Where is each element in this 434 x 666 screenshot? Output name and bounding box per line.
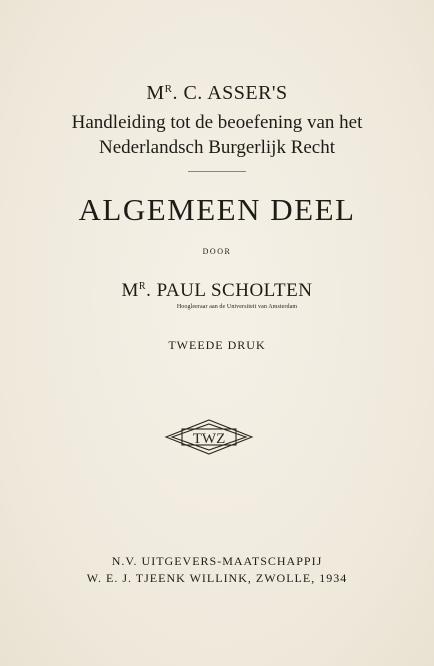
editor-name-text: . PAUL SCHOLTEN: [146, 280, 313, 301]
subtitle-line-1: Handleiding tot de beoefening van het: [71, 112, 363, 133]
editor-prefix: M: [121, 280, 139, 301]
edition-label: TWEEDE DRUK: [168, 338, 266, 352]
svg-text:TWZ: TWZ: [192, 431, 226, 447]
monogram-letters: [193, 431, 225, 447]
author-heading: [0, 82, 434, 105]
publisher-line-1: N.V. UITGEVERS-MAATSCHAPPIJ: [111, 554, 323, 568]
editor-role: Hoogleeraar aan de Universiteit van Amsterdam: [176, 304, 298, 310]
publisher-line-2: W. E. J. TJEENK WILLINK, ZWOLLE, 1934: [86, 571, 348, 585]
editor-prefix-superscript: R: [138, 281, 147, 292]
by-label: DOOR: [202, 247, 232, 256]
publisher-monogram-icon: [164, 418, 254, 456]
subtitle-line-2: Nederlandsch Burgerlijk Recht: [98, 137, 336, 158]
main-title: ALGEMEEN DEEL: [78, 192, 356, 227]
author-prefix-superscript: R: [164, 83, 173, 95]
author-prefix: M: [146, 82, 165, 104]
title-divider: [188, 171, 246, 172]
author-heading-text: . C. ASSER'S: [172, 82, 288, 104]
editor-name: [0, 280, 434, 302]
